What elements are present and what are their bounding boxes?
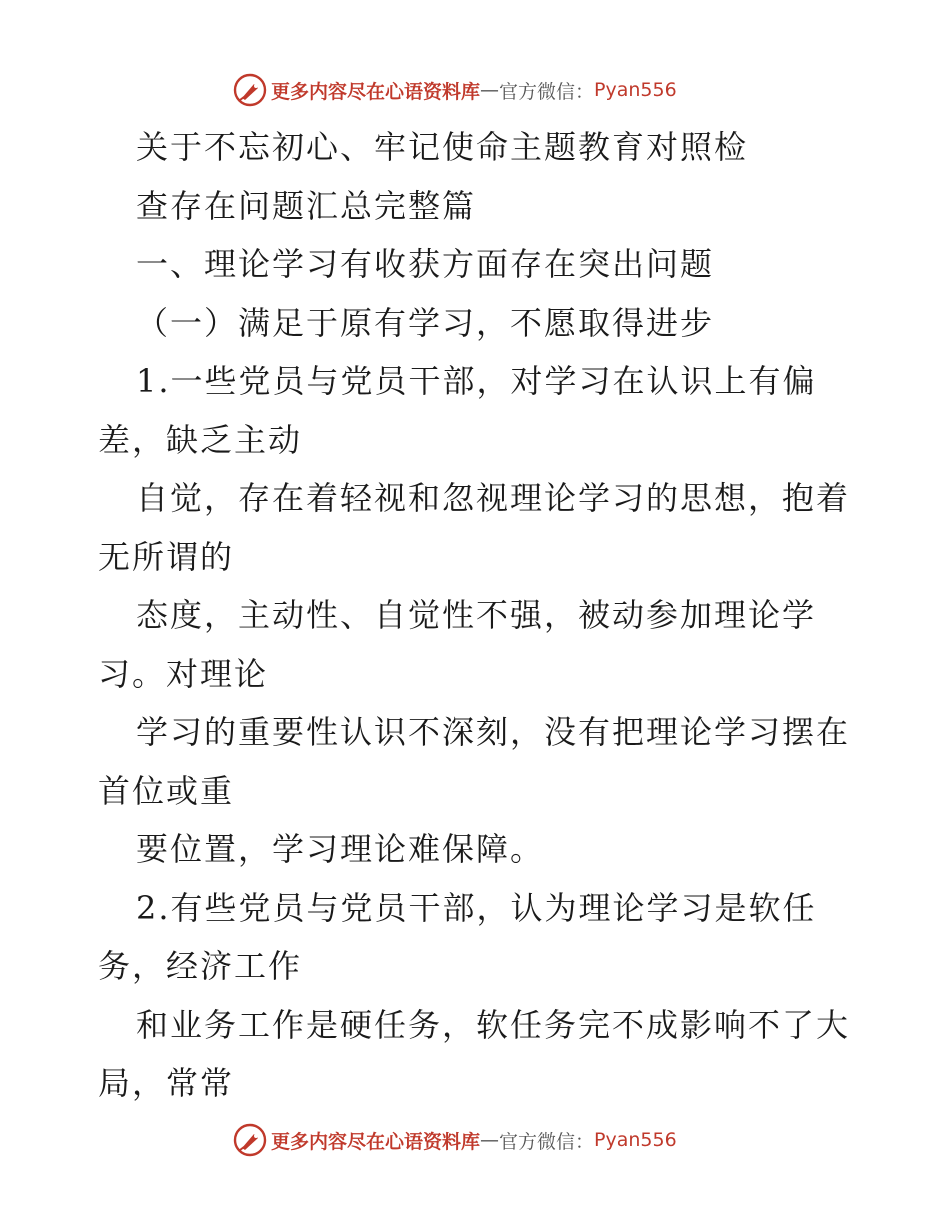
paragraph-line: 习。对理论 xyxy=(98,654,269,693)
document-body xyxy=(98,118,858,1113)
title-line-2: 查存在问题汇总完整篇 xyxy=(136,186,477,225)
title-line-1: 关于不忘初心、牢记使命主题教育对照检 xyxy=(136,128,749,166)
watermark-id: Pyan556 xyxy=(594,1129,677,1151)
paragraph-line: 务，经济工作 xyxy=(98,947,303,985)
watermark-main-text: 更多内容尽在心语资料库 xyxy=(271,80,481,103)
watermark-dash: — xyxy=(480,1129,500,1151)
paragraph-line: 和业务工作是硬任务，软任务完不成影响不了大 xyxy=(136,1005,851,1044)
paragraph-line: 局，常常 xyxy=(98,1064,235,1102)
watermark-dash: — xyxy=(480,79,500,101)
paragraph-line: 差，缺乏主动 xyxy=(98,420,303,459)
section-heading: 一、理论学习有收获方面存在突出问题 xyxy=(136,245,715,283)
paragraph-line: 自觉，存在着轻视和忽视理论学习的思想，抱着 xyxy=(136,479,851,517)
watermark-label: 官方微信： xyxy=(499,1130,595,1153)
pen-nib-logo-icon xyxy=(233,73,267,107)
paragraph-line: 1.一些党员与党员干部，对学习在认识上有偏 xyxy=(136,362,817,400)
paragraph-line: 要位置，学习理论难保障。 xyxy=(136,830,545,868)
watermark-id: Pyan556 xyxy=(594,79,677,101)
watermark-main-text: 更多内容尽在心语资料库 xyxy=(271,1130,481,1153)
paragraph-line: 首位或重 xyxy=(98,771,235,810)
paragraph-line: 学习的重要性认识不深刻，没有把理论学习摆在 xyxy=(136,713,851,751)
paragraph-line: 态度，主动性、自觉性不强，被动参加理论学 xyxy=(136,596,817,634)
paragraph-line: 无所谓的 xyxy=(98,537,235,576)
watermark-label: 官方微信： xyxy=(499,80,595,103)
header-watermark xyxy=(233,72,677,108)
paragraph-line: 2.有些党员与党员干部，认为理论学习是软任 xyxy=(136,888,817,927)
pen-nib-logo-icon xyxy=(233,1123,267,1157)
subsection-heading: （一）满足于原有学习，不愿取得进步 xyxy=(136,303,715,342)
footer-watermark xyxy=(233,1122,677,1158)
